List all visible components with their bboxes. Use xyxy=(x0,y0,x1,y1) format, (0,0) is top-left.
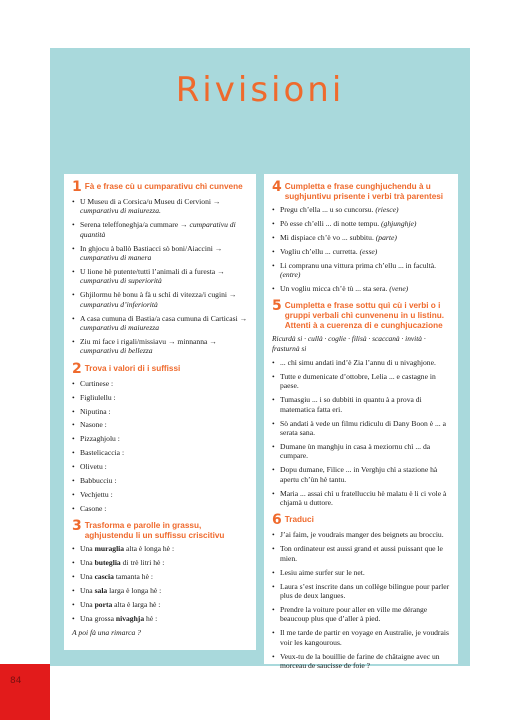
exercise-5-header xyxy=(272,299,450,331)
list-item: • Maria ... assai chì u fratellucciu hè malatu è li ci vole à chjamà u duttore. xyxy=(272,489,450,508)
list-item: • Un vogliu micca ch’è tù ... sta sera. (vene) xyxy=(272,284,450,293)
list-item: • Ghjilormu hè bonu à fà u schì di vitezza/i cugini → cumparativu d’inferiorità xyxy=(72,290,248,309)
right-column xyxy=(264,174,458,670)
list-item: • U lione hè putente/tutti l’animali di a furesta → cumparativu di superiorità xyxy=(72,267,248,286)
list-item: • Ziu mi face i rigali/missiavu → minnanna → cumparativu di bellezza xyxy=(72,337,248,356)
exercise-title: Fà e frase cù u cumparativu chì cunvene xyxy=(84,182,243,191)
exercise-title: Cumpletta e frase cunghjuchendu à u sughjuntivu prisente i verbi trà parentesi xyxy=(284,182,444,201)
page-number: 84 xyxy=(10,676,22,686)
list-item: • Casone : xyxy=(72,504,248,513)
exercise-3-note: A poi fà una rimarca ? xyxy=(72,627,141,637)
list-item: • Babbucciu : xyxy=(72,476,248,485)
list-item: • Tumasgiu ... i so dubbiti in quantu à a prova di matematica fatta eri. xyxy=(272,395,450,414)
exercise-5-list xyxy=(272,358,450,507)
list-item: • Curtinese : xyxy=(72,379,248,388)
list-item: • Mi dispiace ch’è vo ... subbitu. (parte) xyxy=(272,233,450,242)
list-item: • ... chì simu andati ind’è Zia l’annu di u nivaghjone. xyxy=(272,358,450,367)
exercise-4-list xyxy=(272,205,450,293)
exercise-number: 2 xyxy=(72,360,82,377)
list-item: • Vogliu ch’ellu ... curretta. (esse) xyxy=(272,247,450,256)
list-item: • Veux-tu de la bouillie de farine de châtaigne avec un morceau de saucisse de foie ? xyxy=(272,652,450,671)
list-item: • Dumane ùn manghju in casa à meziornu chì ... da cumpare. xyxy=(272,442,450,461)
list-item: • Serena teleffoneghja/a cummare → cumparativu di quantità xyxy=(72,220,248,239)
exercise-6 xyxy=(272,513,450,670)
list-item: • Una cascia tamanta hè : xyxy=(72,572,248,581)
exercise-4-header xyxy=(272,180,450,202)
list-item: • Bastelicaccia : xyxy=(72,448,248,457)
list-item: • Laura s’est inscrite dans un collège bilingue pour parler plus de deux langues. xyxy=(272,582,450,601)
exercise-number: 1 xyxy=(72,179,82,195)
exercise-6-header xyxy=(272,513,450,527)
exercise-3 xyxy=(72,519,248,636)
list-item: • Dopu dumane, Filice ... in Verghju chì a stazione hà apertu ch’ùn hè tantu. xyxy=(272,465,450,484)
list-item: • Sò andati à vede un filmu ridiculu di Dany Boon è ... a serata sana. xyxy=(272,419,450,438)
list-item: • U Museu di a Corsica/u Museu di Cervioni → cumparativu di maiurezza. xyxy=(72,197,248,216)
exercise-2-header xyxy=(72,362,248,376)
list-item: • Figliulellu : xyxy=(72,393,248,402)
exercise-number: 6 xyxy=(272,512,282,529)
list-item: • Ton ordinateur est aussi grand et aussi puissant que le mien. xyxy=(272,544,450,563)
list-item: • Lesiu aime surfer sur le net. xyxy=(272,568,450,577)
list-item: • Pizzaghjolu : xyxy=(72,434,248,443)
exercise-number: 5 xyxy=(272,298,282,315)
exercise-title: Traduci xyxy=(284,515,314,525)
exercise-number: 4 xyxy=(272,179,282,195)
exercise-title: Trasforma e parolle in grassu, aghjustendu li un suffissu criscitivu xyxy=(84,521,225,541)
list-item: • Li compranu una vittura prima ch’ellu ... in facultà. (entre) xyxy=(272,261,450,280)
list-item: • Una buteglia di trè litri hè : xyxy=(72,558,248,567)
exercise-1 xyxy=(72,180,248,356)
exercise-2-list xyxy=(72,379,248,514)
exercise-3-list xyxy=(72,544,248,623)
list-item: • Una muraglia alta è longa hè : xyxy=(72,544,248,553)
page-title: Rivisioni xyxy=(175,70,345,110)
page-number-box xyxy=(0,664,50,720)
list-item: • Vechjettu : xyxy=(72,490,248,499)
list-item: • Una porta alta è larga hè : xyxy=(72,600,248,609)
left-column xyxy=(64,174,256,650)
list-item: • J’ai faim, je voudrais manger des beignets au brocciu. xyxy=(272,530,450,539)
list-item: • Niputina : xyxy=(72,407,248,416)
exercise-1-header xyxy=(72,180,248,194)
list-item: • Prendre la voiture pour aller en ville me dérange beaucoup plus que d’aller à pied. xyxy=(272,605,450,624)
list-item: • In ghjocu à ballò Bastiacci sò boni/Aiaccini → cumparativu di manera xyxy=(72,244,248,263)
verb-list: Ricurdà si · cullà · coglie · filisà · scaccanà · invità · frasturnà si xyxy=(272,334,426,353)
list-item: • Pregu ch’ella ... u so cuncorsu. (riesce) xyxy=(272,205,450,214)
exercise-title: Trova i valori di i suffissi xyxy=(84,363,181,373)
exercise-3-header xyxy=(72,519,248,541)
list-item: • Il me tarde de partir en voyage en Australie, je voudrais voir les kangourous. xyxy=(272,628,450,647)
list-item: • Pò esse ch’elli ... di notte tempu. (ghjunghje) xyxy=(272,219,450,228)
exercise-2 xyxy=(72,362,248,514)
list-item: • Nasone : xyxy=(72,420,248,429)
exercise-6-list xyxy=(272,530,450,670)
exercise-4 xyxy=(272,180,450,293)
list-item: • A casa cumuna di Bastia/a casa cumuna di Carticasi → cumparativu di maiurezza xyxy=(72,314,248,333)
list-item: • Tutte e dumenicate d’ottobre, Lelia ... e castagne in paese. xyxy=(272,372,450,391)
exercise-title: Cumpletta e frase sottu quì cù i verbi o i gruppi verbali chì cunvenenu in u listinu. Attenti à a cuerenza di e cunghjucazione xyxy=(284,301,444,331)
exercise-number: 3 xyxy=(72,518,82,535)
list-item: • Una grossa nivaghja hè : xyxy=(72,614,248,623)
exercise-5 xyxy=(272,299,450,507)
list-item: • Una sala larga è longa hè : xyxy=(72,586,248,595)
exercise-1-list xyxy=(72,197,248,356)
list-item: • Olivetu : xyxy=(72,462,248,471)
